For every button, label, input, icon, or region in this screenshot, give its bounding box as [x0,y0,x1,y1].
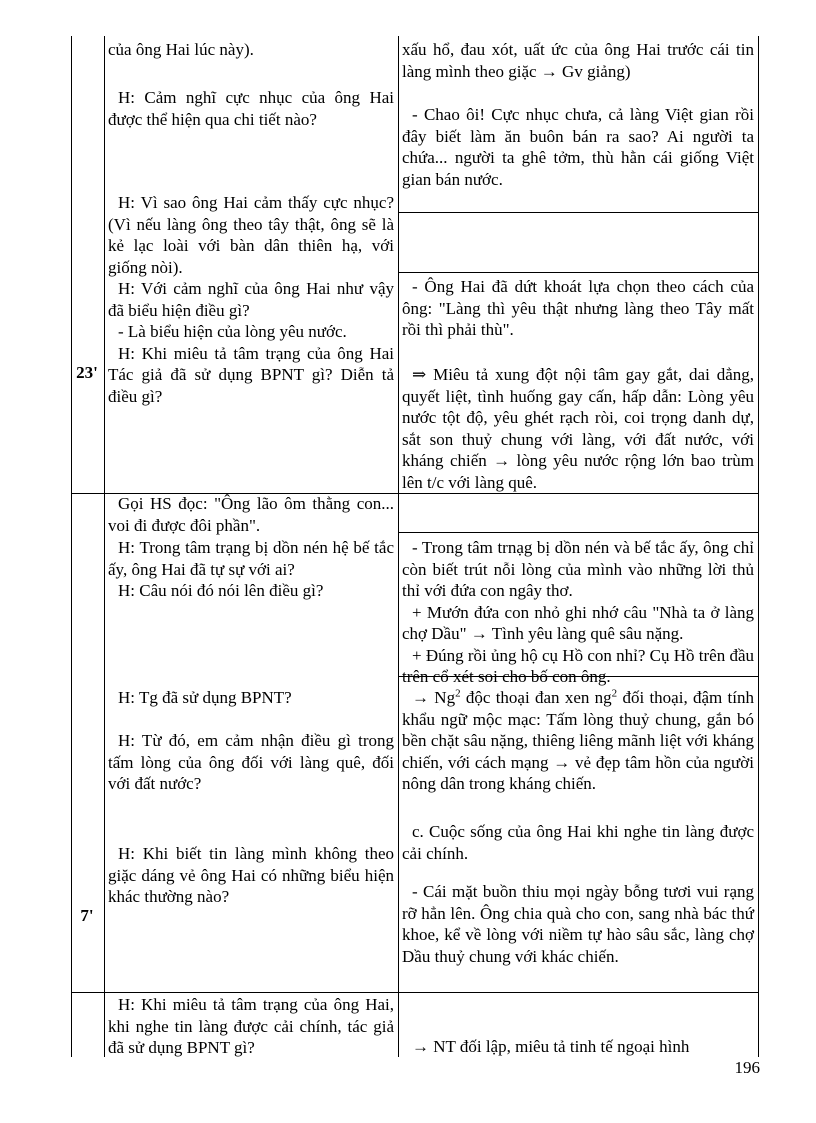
table-border-left [71,36,72,1057]
cell-divider [398,272,759,273]
lesson-content: - Ông Hai đã dứt khoát lựa chọn theo cách của ông: "Làng thì yêu thật nhưng làng theo Tây mất rồi thì phải thù". [402,277,754,339]
lesson-content: → $Ng^2$ độc thoại đan xen $ng^2$ đối thoại, đậm tính khẩu ngữ mộc mạc: Tấm lòng thuỷ chung, gắn bó bền chặt sâu nặng, thiêng liêng mãnh liệt với kháng chiến, với cách mạng → vẻ đẹp tâm hồn của người nông dân trong kháng chiến. [402,687,754,793]
teacher-activity: H: Trong tâm trạng bị dồn nén hệ bế tắc ấy, ông Hai đã tự sự với ai? H: Câu nói đó nói lên điều gì? [108,538,394,600]
time-mark: 7' [80,906,94,925]
teacher-activity: H: Với cảm nghĩ của ông Hai như vậy đã biểu hiện điều gì? - Là biểu hiện của lòng yêu nước. H: Khi miêu tả tâm trạng của ông Hai Tác giả đã sử dụng BPNT gì? Diễn tả điều gì? [108,279,394,406]
teacher-activity: H: Từ đó, em cảm nhận điều gì trong tấm lòng của ông đối với làng quê, đối với đất nước? [108,731,394,793]
lesson-content: xấu hổ, đau xót, uất ức của ông Hai trước cái tin làng mình theo giặc → Gv giảng) [402,40,754,81]
table-border-time [104,36,105,1057]
cell-divider [398,212,759,213]
teacher-activity: H: Cảm nghĩ cực nhục của ông Hai được thể hiện qua chi tiết nào? [108,88,394,129]
lesson-content: ⇒ Miêu tả xung đột nội tâm gay gắt, dai dẳng, quyết liệt, tình huống gay cấn, hấp dẫn: Lòng yêu nước tột độ, yêu ghét rạch ròi, coi trọng danh dự, sắt son thuỷ chung với làng, với đất nước, với kháng chiến → lòng yêu nước rộng lớn bao trùm lên t/c với làng quê. [402,365,754,492]
teacher-activity: của ông Hai lúc này). [108,40,254,59]
lesson-content: - Cái mặt buồn thiu mọi ngày bỗng tươi vui rạng rỡ hẳn lên. Ông chia quà cho con, sang nhà bác thứ khoe, kể về lòng với niềm tự hào sâu sắc, làng chợ Dầu thuỷ chung với khác chiến. [402,882,754,966]
lesson-content: - Chao ôi! Cực nhục chưa, cả làng Việt gian rồi đây biết làm ăn buôn bán ra sao? Ai người ta chứa... người ta ghê tởm, thù hằn cái giống Việt gian bán nước. [402,105,754,189]
lesson-content: - Trong tâm trnạg bị dồn nén và bế tắc ấy, ông chỉ còn biết trút nỗi lòng của mình vào những lời thủ thỉ với đứa con ngây thơ. + Mướn đứa con nhỏ ghi nhớ câu "Nhà ta ở làng chợ Dầu" → Tình yêu làng quê sâu nặng. + Đúng rồi ủng hộ cụ Hồ con nhỉ? Cụ Hồ trên đầu trên cổ xét soi cho bố con ông. [402,538,754,686]
teacher-activity: H: Khi miêu tả tâm trạng của ông Hai, khi nghe tin làng được cải chính, tác giả đã sử dụng BPNT gì? [108,995,394,1057]
teacher-activity: H: Khi biết tin làng mình không theo giặc dáng vẻ ông Hai có những biểu hiện khác thường nào? [108,844,394,906]
teacher-activity: H: Tg đã sử dụng BPNT? [118,688,292,707]
cell-divider [398,532,759,533]
time-mark: 23' [76,363,98,382]
table-border-middle [398,36,399,1057]
page-number: 196 [734,1058,760,1077]
lesson-content: → NT đối lập, miêu tả tinh tế ngoại hình [412,1037,690,1056]
row-divider [71,992,759,993]
superscript: 2 [455,687,461,700]
teacher-activity: H: Vì sao ông Hai cảm thấy cực nhục? (Vì nếu làng ông theo tây thật, ông sẽ là kẻ lạc loài với bàn dân thiên hạ, với giống nòi). [108,193,394,277]
lesson-section-heading: c. Cuộc sống của ông Hai khi nghe tin làng được cải chính. [402,822,754,863]
table-border-right [758,36,759,1057]
superscript: 2 [611,687,618,700]
teacher-activity: Gọi HS đọc: "Ông lão ôm thằng con... voi đi được đôi phần". [108,494,394,535]
